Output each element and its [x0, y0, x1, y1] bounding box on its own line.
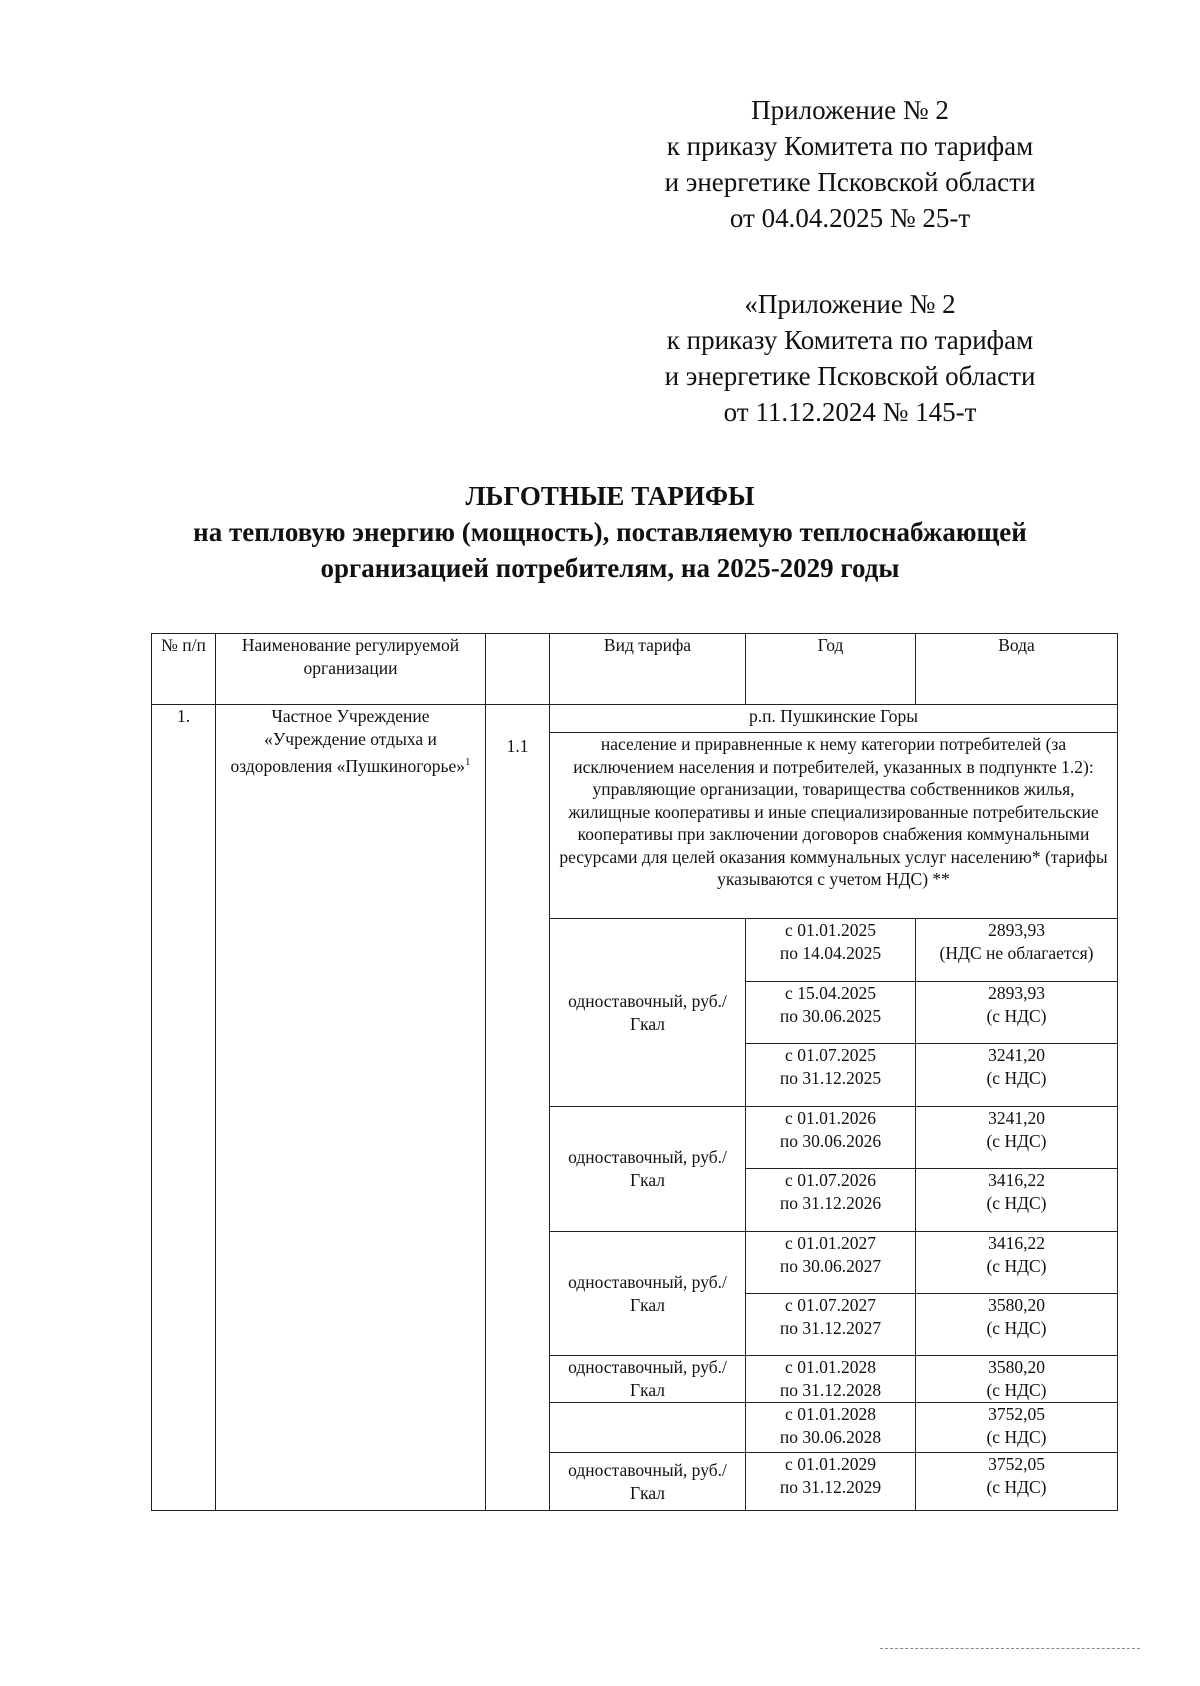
value-cell: [916, 1107, 1118, 1169]
appendix-current-line3: и энергетике Псковской области: [664, 167, 1036, 197]
locality-row: [152, 705, 1118, 733]
header-water: Вода: [916, 634, 1118, 705]
vat-note: (с НДС): [986, 1068, 1047, 1088]
period-cell: [746, 1107, 916, 1169]
period-from: с 01.01.2029: [785, 1454, 876, 1474]
vat-note: (с НДС): [986, 1006, 1047, 1026]
period-to: по 30.06.2028: [779, 1427, 882, 1447]
vat-note: (с НДС): [986, 1318, 1047, 1338]
org-name-cell: [216, 705, 486, 1511]
title-line3: организацией потребителям, на 2025-2029 годы: [320, 553, 900, 583]
period-cell: [746, 919, 916, 982]
appendix-current-line2: к приказу Комитета по тарифам: [666, 131, 1034, 161]
value-cell: [916, 1294, 1118, 1356]
row-number: 1.: [152, 705, 216, 1511]
vat-note: (с НДС): [986, 1477, 1047, 1497]
appendix-previous-line2: к приказу Комитета по тарифам: [666, 325, 1034, 355]
tariff-type: одноставочный, руб./Гкал: [550, 1356, 746, 1403]
tariff-value: 2893,93: [988, 983, 1045, 1003]
header-num: № п/п: [152, 634, 216, 705]
appendix-current-line4: от 04.04.2025 № 25-т: [729, 203, 971, 233]
period-cell: [746, 1232, 916, 1294]
tariff-value: 3580,20: [988, 1357, 1045, 1377]
org-name: Частное Учреждение «Учреждение отдыха и оздоровления «Пушкиногорье»: [230, 706, 466, 776]
appendix-current-line1: Приложение № 2: [751, 95, 949, 125]
appendix-previous-line3: и энергетике Псковской области: [664, 361, 1036, 391]
tariff-type: одноставочный, руб./Гкал: [550, 1107, 746, 1232]
tariff-type: одноставочный, руб./Гкал: [550, 919, 746, 1107]
vat-note: (с НДС): [986, 1380, 1047, 1400]
appendix-previous-line1: «Приложение № 2: [744, 289, 956, 319]
period-from: с 01.01.2026: [785, 1108, 876, 1128]
period-to: по 30.06.2025: [779, 1006, 882, 1026]
tariff-value: 3416,22: [988, 1170, 1045, 1190]
value-cell: [916, 1356, 1118, 1403]
locality: р.п. Пушкинские Горы: [550, 705, 1118, 733]
page-edge-line: [880, 1648, 1140, 1649]
appendix-previous-header: [630, 286, 1070, 430]
consumers-description: население и приравненные к нему категории потребителей (за исключением населения и потребителей, указанных в подпункте 1.2): управляющие организации, товарищества собственников жилья, жилищные кооперативы и иные специализированные потребительские кооперативы при заключении договоров снабжения коммунальными ресурсами для целей оказания коммунальных услуг населению* (тарифы указываются с учетом НДС) **: [550, 733, 1118, 919]
period-from: с 01.01.2028: [785, 1357, 876, 1377]
tariff-value: 3241,20: [988, 1045, 1045, 1065]
header-type: Вид тарифа: [550, 634, 746, 705]
header-sub: [486, 634, 550, 705]
org-footnote: 1: [465, 756, 471, 768]
period-from: с 01.01.2027: [785, 1233, 876, 1253]
tariff-value: 3752,05: [988, 1404, 1045, 1424]
tariff-value: 3752,05: [988, 1454, 1045, 1474]
period-cell: [746, 982, 916, 1044]
period-from: с 01.07.2027: [785, 1295, 876, 1315]
appendix-previous-line4: от 11.12.2024 № 145-т: [723, 397, 977, 427]
tariff-type: одноставочный, руб./Гкал: [550, 1232, 746, 1356]
title-line1: ЛЬГОТНЫЕ ТАРИФЫ: [465, 481, 755, 511]
period-cell: [746, 1453, 916, 1511]
document-title: [150, 478, 1070, 586]
value-cell: [916, 919, 1118, 982]
vat-note: (с НДС): [986, 1193, 1047, 1213]
period-cell: [746, 1403, 916, 1453]
table-header-row: [152, 634, 1118, 705]
tariff-value: 3241,20: [988, 1108, 1045, 1128]
header-name: Наименование регулируемой организации: [216, 634, 486, 705]
tariff-value: 2893,93: [988, 920, 1045, 940]
tariff-value: 3580,20: [988, 1295, 1045, 1315]
period-from: с 01.07.2025: [785, 1045, 876, 1065]
value-cell: [916, 1169, 1118, 1232]
tariff-type-empty: [550, 1403, 746, 1453]
period-from: с 01.01.2028: [785, 1404, 876, 1424]
period-to: по 31.12.2028: [779, 1380, 882, 1400]
header-year: Год: [746, 634, 916, 705]
period-cell: [746, 1044, 916, 1107]
tariff-value: 3416,22: [988, 1233, 1045, 1253]
period-from: с 15.04.2025: [785, 983, 876, 1003]
value-cell: [916, 1044, 1118, 1107]
period-to: по 31.12.2029: [779, 1477, 882, 1497]
value-cell: [916, 1403, 1118, 1453]
vat-note: (с НДС): [986, 1131, 1047, 1151]
period-to: по 31.12.2025: [779, 1068, 882, 1088]
appendix-current-header: [630, 92, 1070, 236]
value-cell: [916, 1232, 1118, 1294]
value-cell: [916, 1453, 1118, 1511]
period-to: по 30.06.2026: [779, 1131, 882, 1151]
vat-note: (с НДС): [986, 1427, 1047, 1447]
period-to: по 14.04.2025: [779, 943, 882, 963]
period-to: по 31.12.2027: [779, 1318, 882, 1338]
period-to: по 31.12.2026: [779, 1193, 882, 1213]
tariff-type: одноставочный, руб./Гкал: [550, 1453, 746, 1511]
vat-note: (НДС не облагается): [939, 943, 1094, 963]
period-cell: [746, 1169, 916, 1232]
period-from: с 01.01.2025: [785, 920, 876, 940]
period-cell: [746, 1294, 916, 1356]
value-cell: [916, 982, 1118, 1044]
period-from: с 01.07.2026: [785, 1170, 876, 1190]
tariff-table: [151, 633, 1118, 1511]
sub-number: 1.1: [486, 705, 550, 1511]
vat-note: (с НДС): [986, 1256, 1047, 1276]
period-to: по 30.06.2027: [779, 1256, 882, 1276]
period-cell: [746, 1356, 916, 1403]
title-line2: на тепловую энергию (мощность), поставляемую теплоснабжающей: [193, 517, 1027, 547]
